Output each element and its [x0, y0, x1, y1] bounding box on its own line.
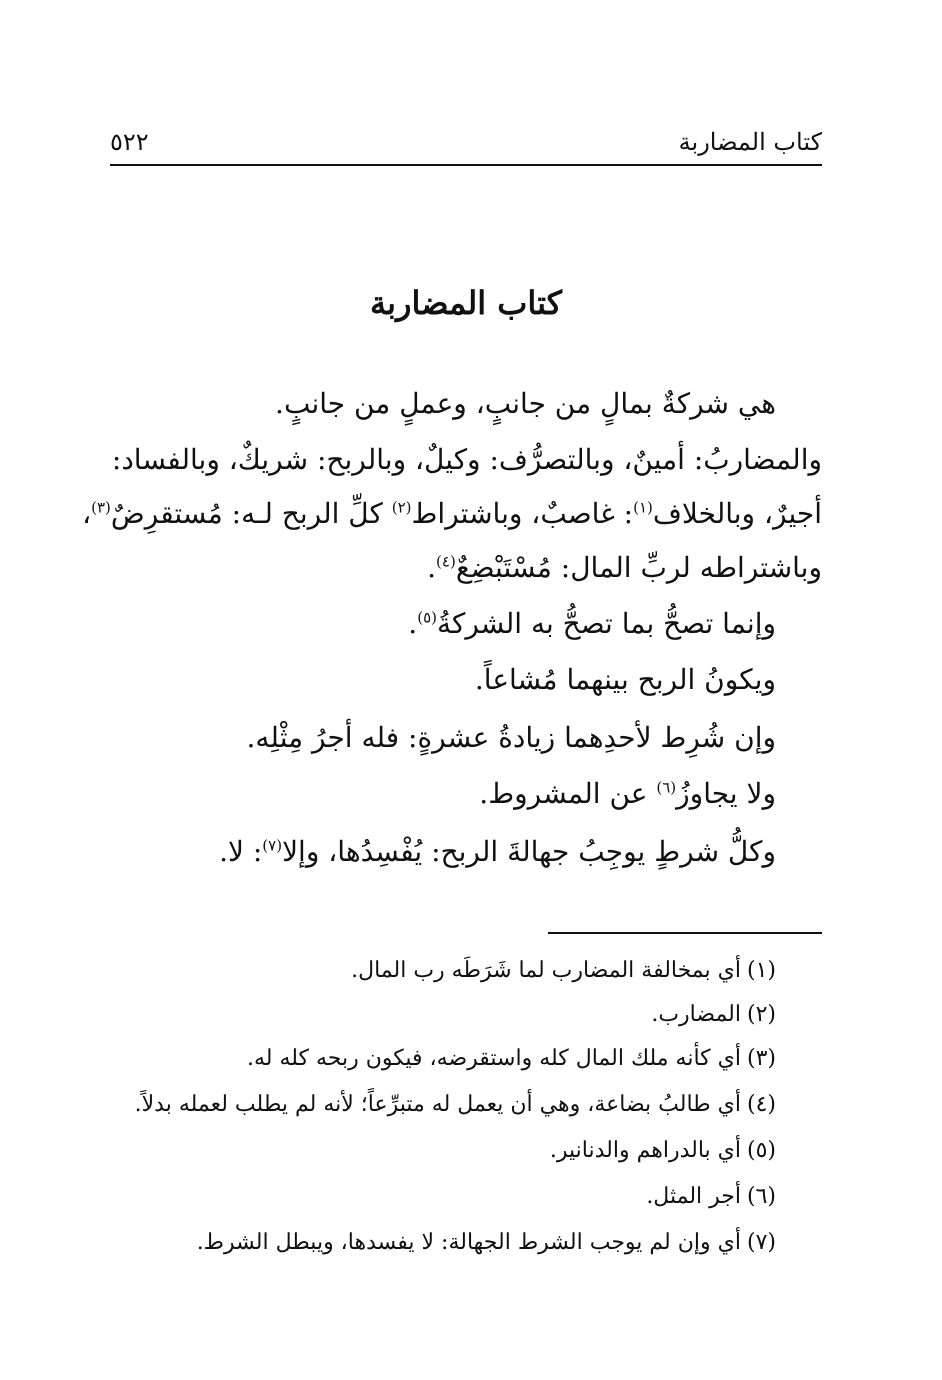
footnote-ref-7[interactable]: (٧) [262, 836, 283, 855]
footnote-ref-3[interactable]: (٣) [91, 498, 111, 517]
chapter-title: كتاب المضاربة [369, 284, 563, 322]
footnote-1: (١)أي بمخالفة المضارب لما شَرَطَه رب المال. [351, 958, 776, 983]
footnote-3: (٣)أي كأنه ملك المال كله واستقرضه، فيكون ربحه كله له. [246, 1046, 776, 1071]
footnote-ref-6[interactable]: (٦) [656, 778, 677, 797]
footnote-separator [548, 932, 822, 934]
paragraph-mudarib-line-2: أجيرٌ، وبالخلاف$^{(١)}$: غاصبٌ، وباشتراط$^{(٢)}$ كلِّ الربح لـه: مُستقرِضٌ$^{(٣)}$، [82, 497, 822, 530]
footnote-2: (٢)المضارب. [651, 1002, 776, 1027]
footnote-5: (٥)أي بالدراهم والدنانير. [549, 1138, 776, 1163]
paragraph-mudarib-line-1: والمضاربُ: أمينٌ، وبالتصرُّف: وكيلٌ، وبالربح: شريكٌ، وبالفساد: [111, 443, 822, 476]
paragraph-every-condition: وكلُّ شرطٍ يوجِبُ جهالةَ الربح: يُفْسِدُها، وإلا$^{(٧)}$: لا. [219, 835, 776, 868]
running-header [110, 124, 822, 166]
footnote-ref-5[interactable]: (٥) [417, 608, 437, 627]
paragraph-mudarib-line-3: وباشتراطه لربِّ المال: مُسْتَبْضِعٌ$^{(٤)}$. [427, 551, 822, 584]
footnote-6: (٦)أجر المثل. [646, 1184, 776, 1209]
footnote-ref-1[interactable]: (١) [633, 498, 653, 517]
paragraph-validity: وإنما تصحُّ بما تصحُّ به الشركةُ$^{(٥)}$. [408, 607, 776, 640]
paragraph-condition-increase: وإن شُرِط لأحدِهما زيادةُ عشرةٍ: فله أجرُ مِثْلِه. [246, 721, 776, 754]
footnote-ref-2[interactable]: (٢) [391, 498, 412, 517]
footnote-ref-4[interactable]: (٤) [436, 552, 456, 571]
header-title: كتاب المضاربة [678, 128, 822, 156]
paragraph-profit-shared: ويكونُ الربح بينهما مُشاعاً. [474, 663, 776, 696]
paragraph-definition: هي شركةٌ بمالٍ من جانبٍ، وعملٍ من جانبٍ. [275, 387, 776, 420]
footnote-7: (٧)أي وإن لم يوجب الشرط الجهالة: لا يفسدها، ويبطل الشرط. [196, 1230, 776, 1255]
page-number: ٥٢٢ [110, 128, 149, 156]
footnote-4: (٤)أي طالبُ بضاعة، وهي أن يعمل له متبرِّعاً؛ لأنه لم يطلب لعمله بدلاً. [134, 1092, 776, 1117]
paragraph-not-exceed: ولا يجاوزُ$^{(٦)}$ عن المشروط. [479, 777, 776, 810]
